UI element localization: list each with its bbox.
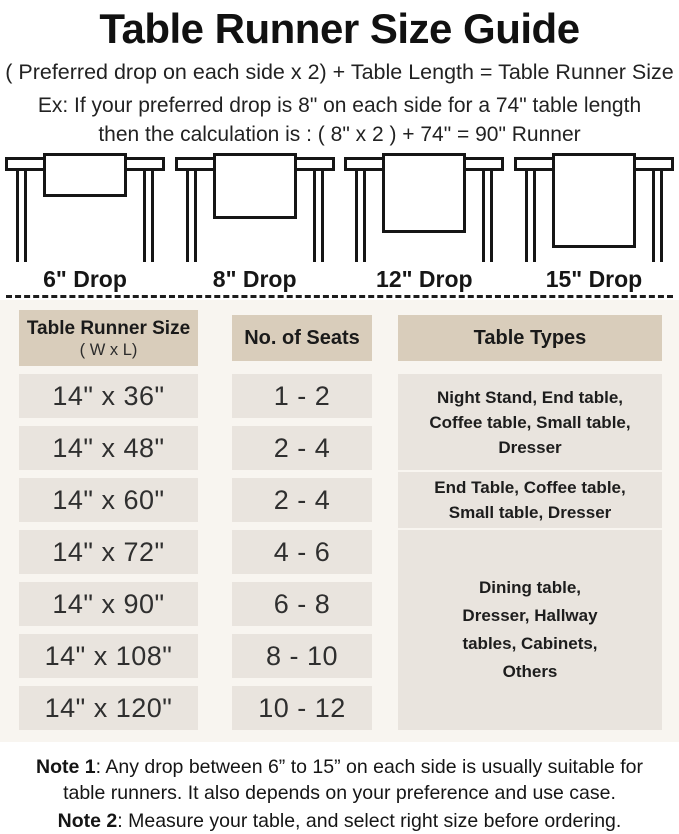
table-leg-right	[652, 170, 663, 262]
size-table	[19, 310, 662, 730]
drop-label: 8" Drop	[212, 266, 297, 292]
table-illustration-15in	[512, 153, 676, 292]
table-leg-left	[525, 170, 536, 262]
size-cell: 14" x 120"	[19, 686, 198, 730]
table-leg-left	[16, 170, 27, 262]
size-cell: 14" x 90"	[19, 582, 198, 626]
table-drawing	[342, 153, 506, 263]
seats-cell: 4 - 6	[232, 530, 372, 574]
col-header-seats: No. of Seats	[232, 315, 372, 361]
size-cell: 14" x 36"	[19, 374, 198, 418]
table-leg-right	[313, 170, 324, 262]
seats-cell: 6 - 8	[232, 582, 372, 626]
table-leg-left	[355, 170, 366, 262]
table-leg-right	[482, 170, 493, 262]
seats-cell: 8 - 10	[232, 634, 372, 678]
table-leg-left	[186, 170, 197, 262]
drop-label: 12" Drop	[376, 266, 473, 292]
note-1-label: Note 1	[35, 756, 96, 778]
seats-cell: 10 - 12	[232, 686, 372, 730]
note-1-text: : Any drop between 6” to 15” on each side is usually suitable for table runners. It also depends on your preference and use case.	[63, 756, 644, 804]
table-types-cell-small-tables	[398, 374, 662, 470]
size-cell: 14" x 60"	[19, 478, 198, 522]
drop-label: 15" Drop	[545, 266, 643, 292]
col-header-runner-size-title: Table Runner Size	[26, 317, 191, 339]
table-types-text: Night Stand, End table, Coffee table, Small table, Dresser	[429, 387, 631, 457]
drop-illustrations	[0, 153, 679, 292]
page-title: Table Runner Size Guide	[99, 5, 580, 52]
note-2	[16, 808, 664, 834]
formula-text: ( Preferred drop on each side x 2) + Table Length = Table Runner Size	[5, 60, 674, 84]
seats-cell: 2 - 4	[232, 478, 372, 522]
size-cell: 14" x 108"	[19, 634, 198, 678]
table-drawing	[512, 153, 676, 263]
example-line-1: Ex: If your preferred drop is 8" on each side for a 74" table length	[37, 94, 642, 117]
seats-cell: 1 - 2	[232, 374, 372, 418]
table-illustration-12in	[342, 153, 506, 292]
size-table-section	[0, 300, 679, 742]
col-header-table-types: Table Types	[398, 315, 662, 361]
table-drawing	[173, 153, 337, 263]
note-2-label: Note 2	[57, 810, 118, 832]
header	[0, 0, 679, 147]
table-runner-graphic	[43, 153, 127, 197]
dashed-divider	[6, 295, 673, 298]
table-runner-graphic	[382, 153, 466, 233]
size-cell: 14" x 72"	[19, 530, 198, 574]
table-illustration-8in	[173, 153, 337, 292]
table-types-text: Dining table, Dresser, Hallway tables, Cabinets, Others	[462, 578, 598, 681]
drop-label: 6" Drop	[43, 266, 127, 292]
table-runner-graphic	[552, 153, 636, 248]
table-drawing	[3, 153, 167, 263]
note-1	[16, 754, 664, 806]
col-header-runner-size-sub: ( W x L)	[79, 340, 138, 359]
example-line-2: then the calculation is : ( 8" x 2 ) + 74" = 90" Runner	[98, 123, 581, 146]
note-2-text: : Measure your table, and select right size before ordering.	[117, 810, 622, 832]
notes	[0, 742, 679, 834]
seats-cell: 2 - 4	[232, 426, 372, 470]
table-leg-right	[143, 170, 154, 262]
table-illustration-6in	[3, 153, 167, 292]
col-header-runner-size	[19, 310, 198, 366]
table-types-cell-medium-tables	[398, 472, 662, 528]
table-types-cell-large-tables	[398, 530, 662, 730]
size-cell: 14" x 48"	[19, 426, 198, 470]
table-runner-graphic	[213, 153, 297, 219]
table-types-text: End Table, Coffee table, Small table, Dresser	[434, 478, 626, 522]
